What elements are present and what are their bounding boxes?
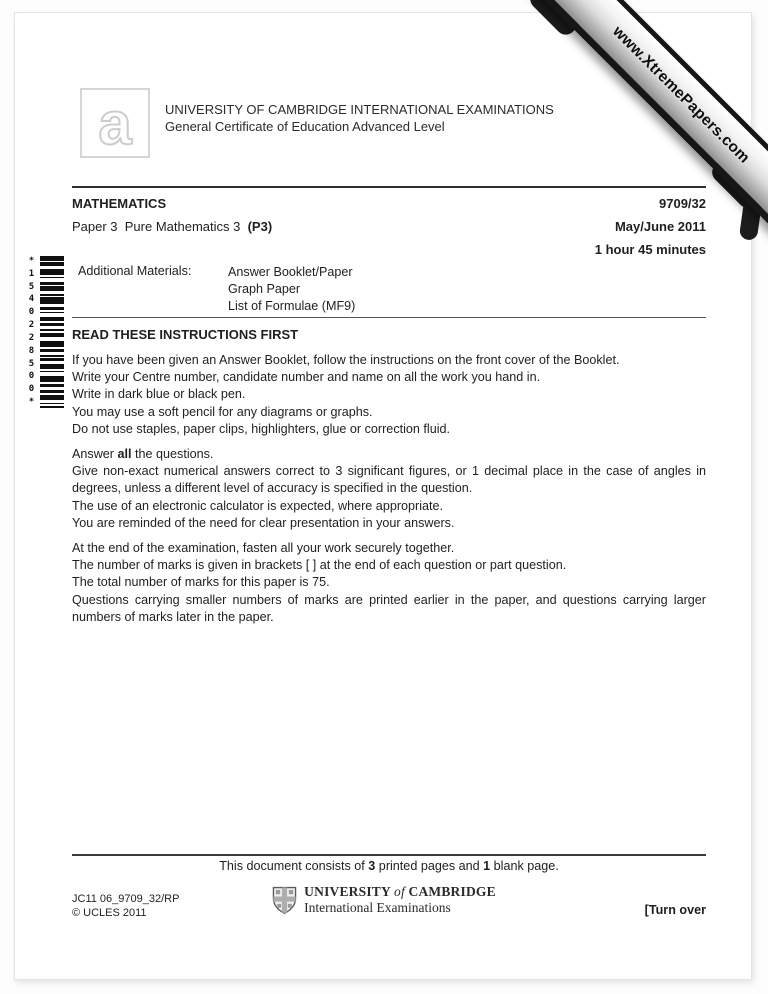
text-line: If you have been given an Answer Booklet, follow the instructions on the front cover of the Booklet. xyxy=(72,353,620,367)
publisher-line-1: UNIVERSITY of CAMBRIDGE xyxy=(304,884,496,899)
text-line: Answer Booklet/Paper xyxy=(228,265,353,279)
text-line: Graph Paper xyxy=(228,282,301,297)
instructions-heading: READ THESE INSTRUCTIONS FIRST xyxy=(72,327,299,342)
paper-code: 9709/32 xyxy=(659,196,706,211)
barcode-char: 5 xyxy=(28,281,35,292)
cambridge-shield-icon xyxy=(272,886,297,915)
barcode-char: 2 xyxy=(28,332,35,343)
qualification-name: General Certificate of Education Advanced Level xyxy=(165,119,445,134)
text-line: degrees, unless a different level of accuracy is specified in the question. xyxy=(72,481,473,496)
barcode-char: 8 xyxy=(28,345,35,356)
barcode-char: 4 xyxy=(28,294,35,305)
barcode-char: 5 xyxy=(28,358,35,369)
copyright: © UCLES 2011 xyxy=(72,907,147,919)
duration-row xyxy=(72,242,706,257)
text-line: Questions carrying smaller numbers of marks are printed earlier in the paper, and questions carrying larger xyxy=(72,592,706,607)
footer-note: This document consists of 3 printed pages and 1 blank page. xyxy=(219,859,559,873)
text-line: You are reminded of the need for clear presentation in your answers. xyxy=(72,515,455,530)
divider xyxy=(72,854,706,856)
publisher-wordmark xyxy=(304,884,496,916)
barcode-bar xyxy=(40,406,64,408)
text-line: numbers of marks later in the paper. xyxy=(72,609,274,624)
additional-materials-label: Additional Materials: xyxy=(78,264,192,278)
text-line: Answer all the questions. xyxy=(72,447,214,462)
document-header xyxy=(165,101,554,135)
text-line: You may use a soft pencil for any diagrams or graphs. xyxy=(72,404,373,419)
text-line: Write your Centre number, candidate number and name on all the work you hand in. xyxy=(72,370,541,385)
svg-text:a: a xyxy=(98,90,132,156)
exam-duration: 1 hour 45 minutes xyxy=(594,242,706,257)
instructions-paragraph-3 xyxy=(72,540,706,626)
barcode-char: 2 xyxy=(28,320,35,331)
barcode-char: 1 xyxy=(28,268,35,279)
ribbon-watermark-text: www.XtremePapers.com xyxy=(609,23,753,167)
board-name: UNIVERSITY OF CAMBRIDGE INTERNATIONAL EXAMINATIONS xyxy=(165,102,554,117)
text-line: List of Formulae (MF9) xyxy=(228,299,356,314)
barcode-char: 0 xyxy=(28,307,35,318)
instructions-paragraph-2 xyxy=(72,446,706,532)
paper-row xyxy=(72,219,706,234)
subject-row xyxy=(72,196,706,211)
barcode-char: * xyxy=(28,396,35,407)
text-line: Do not use staples, paper clips, highlighters, glue or correction fluid. xyxy=(72,421,451,436)
barcode xyxy=(26,256,64,408)
barcode-char: 0 xyxy=(28,384,35,395)
instructions-paragraph-1 xyxy=(72,352,706,438)
divider xyxy=(72,317,706,318)
text-line: The use of an electronic calculator is expected, where appropriate. xyxy=(72,498,444,513)
logo-a-icon xyxy=(82,90,148,156)
barcode-char: 0 xyxy=(28,371,35,382)
text-line: Give non-exact numerical answers correct to 3 significant figures, or 1 decimal place in the case of angles in xyxy=(72,464,706,479)
subject-title: MATHEMATICS xyxy=(72,196,167,211)
additional-materials-list xyxy=(228,264,355,316)
text-line: The total number of marks for this paper is 75. xyxy=(72,575,330,590)
text-line: At the end of the examination, fasten all your work securely together. xyxy=(72,541,455,556)
text-line: Write in dark blue or black pen. xyxy=(72,387,246,402)
text-line: The number of marks is given in brackets [ ] at the end of each question or part question. xyxy=(72,558,567,573)
turn-over-label: [Turn over xyxy=(644,903,706,917)
barcode-number xyxy=(26,256,37,408)
document-ref: JC11 06_9709_32/RP xyxy=(72,893,180,905)
barcode-bars xyxy=(40,256,64,408)
publisher-line-2: International Examinations xyxy=(304,900,451,915)
instructions-body xyxy=(72,352,706,634)
exam-session: May/June 2011 xyxy=(614,219,706,234)
paper-name: Paper 3 Pure Mathematics 3 (P3) xyxy=(72,219,273,234)
divider xyxy=(72,186,706,188)
barcode-char: * xyxy=(28,256,35,266)
exam-board-logo xyxy=(80,88,150,158)
